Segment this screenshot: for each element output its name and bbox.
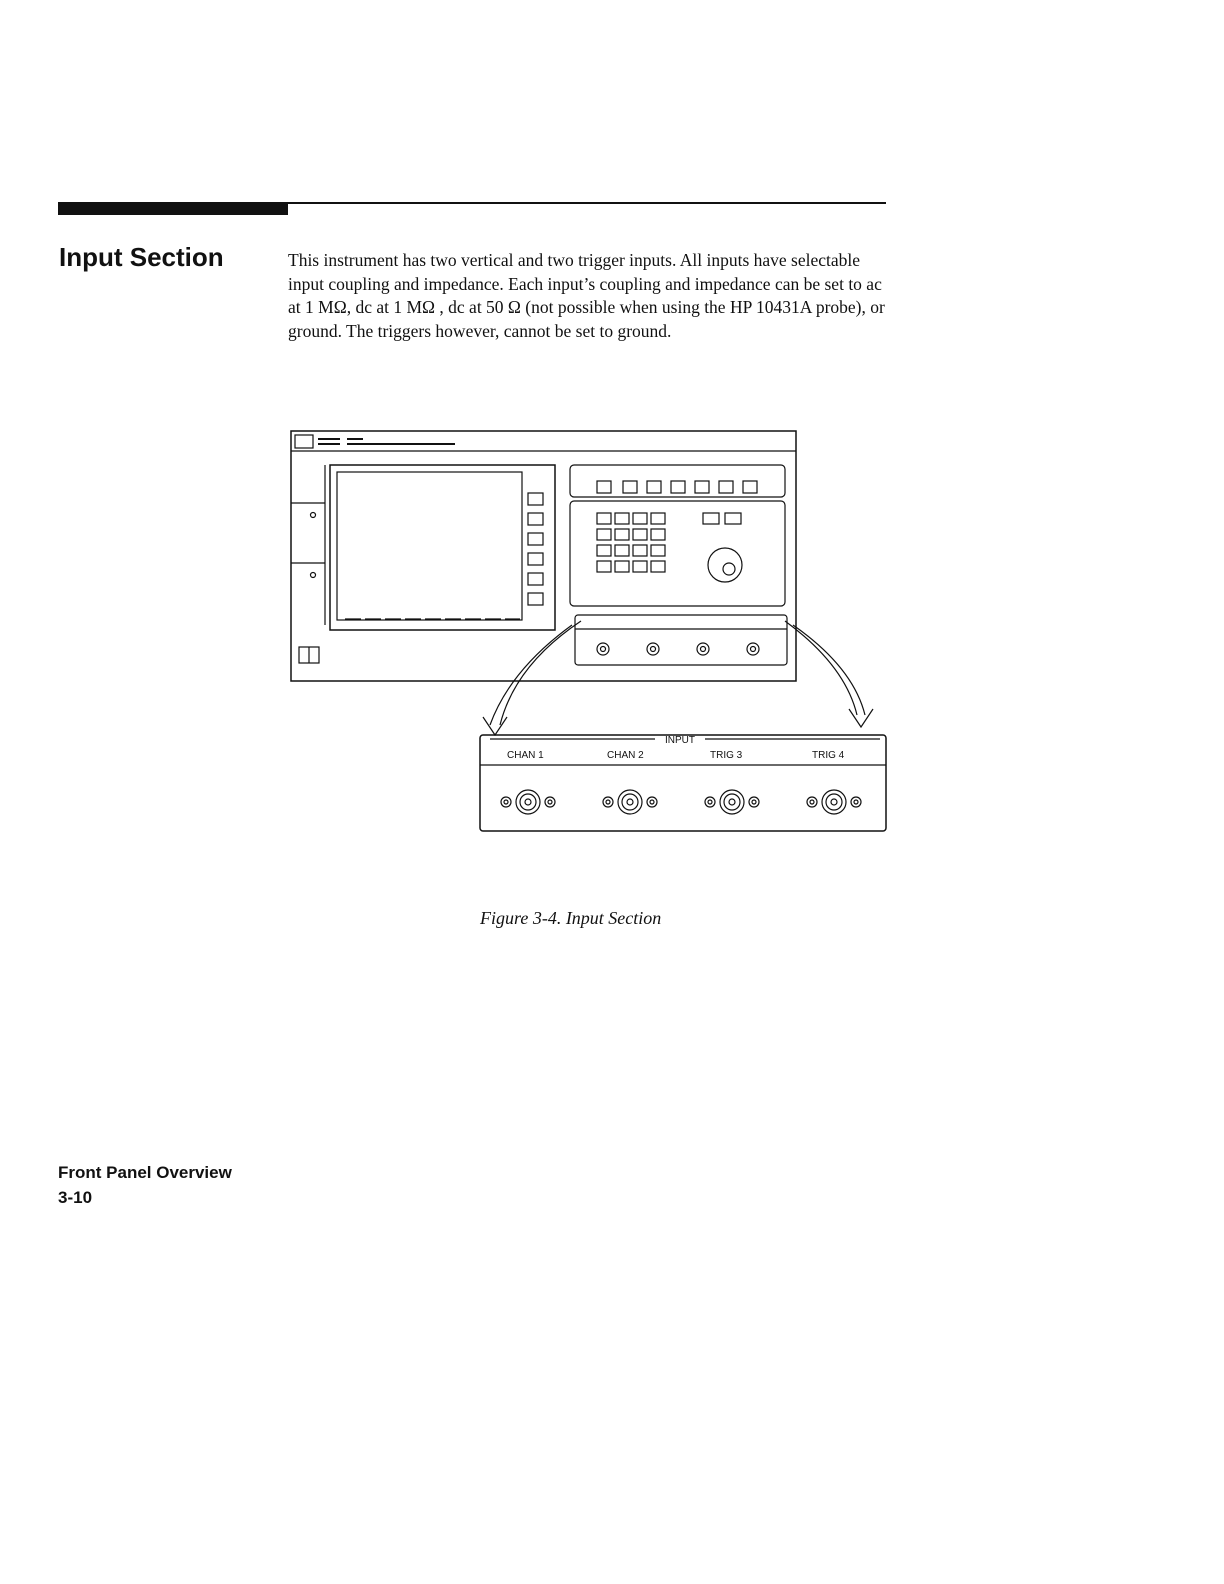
input-label-trig4: TRIG 4 [812, 750, 845, 761]
input-label-trig3: TRIG 3 [710, 750, 743, 761]
display-screen [330, 465, 555, 630]
footer-page-number: 3-10 [58, 1188, 93, 1207]
keypad-group [570, 501, 785, 606]
body-paragraph: This instrument has two vertical and two trigger inputs. All inputs have selectable input coupling and impedance. Each input’s coupling and impedance can be set to ac at 1 MΩ, dc at 1 MΩ , dc at 50 Ω (not possible when using the HP 10431A probe), or ground. The triggers however, cannot be set to ground. [288, 250, 885, 341]
hp-logo [295, 435, 313, 448]
bnc-connector-chan1 [501, 790, 555, 814]
input-panel-title: INPUT [665, 735, 695, 746]
input-label-chan2: CHAN 2 [607, 750, 644, 761]
oscilloscope-figure [285, 425, 895, 845]
bnc-connector-chan2 [603, 790, 657, 814]
input-strip-small [575, 615, 787, 665]
bnc-connector-trig4 [807, 790, 861, 814]
footer-section-name: Front Panel Overview [58, 1163, 232, 1182]
figure-caption: Figure 3-4. Input Section [480, 908, 662, 928]
bnc-connector-trig3 [705, 790, 759, 814]
header-rule-bar [58, 203, 288, 215]
section-heading: Input Section [59, 242, 224, 272]
input-label-chan1: CHAN 1 [507, 750, 544, 761]
